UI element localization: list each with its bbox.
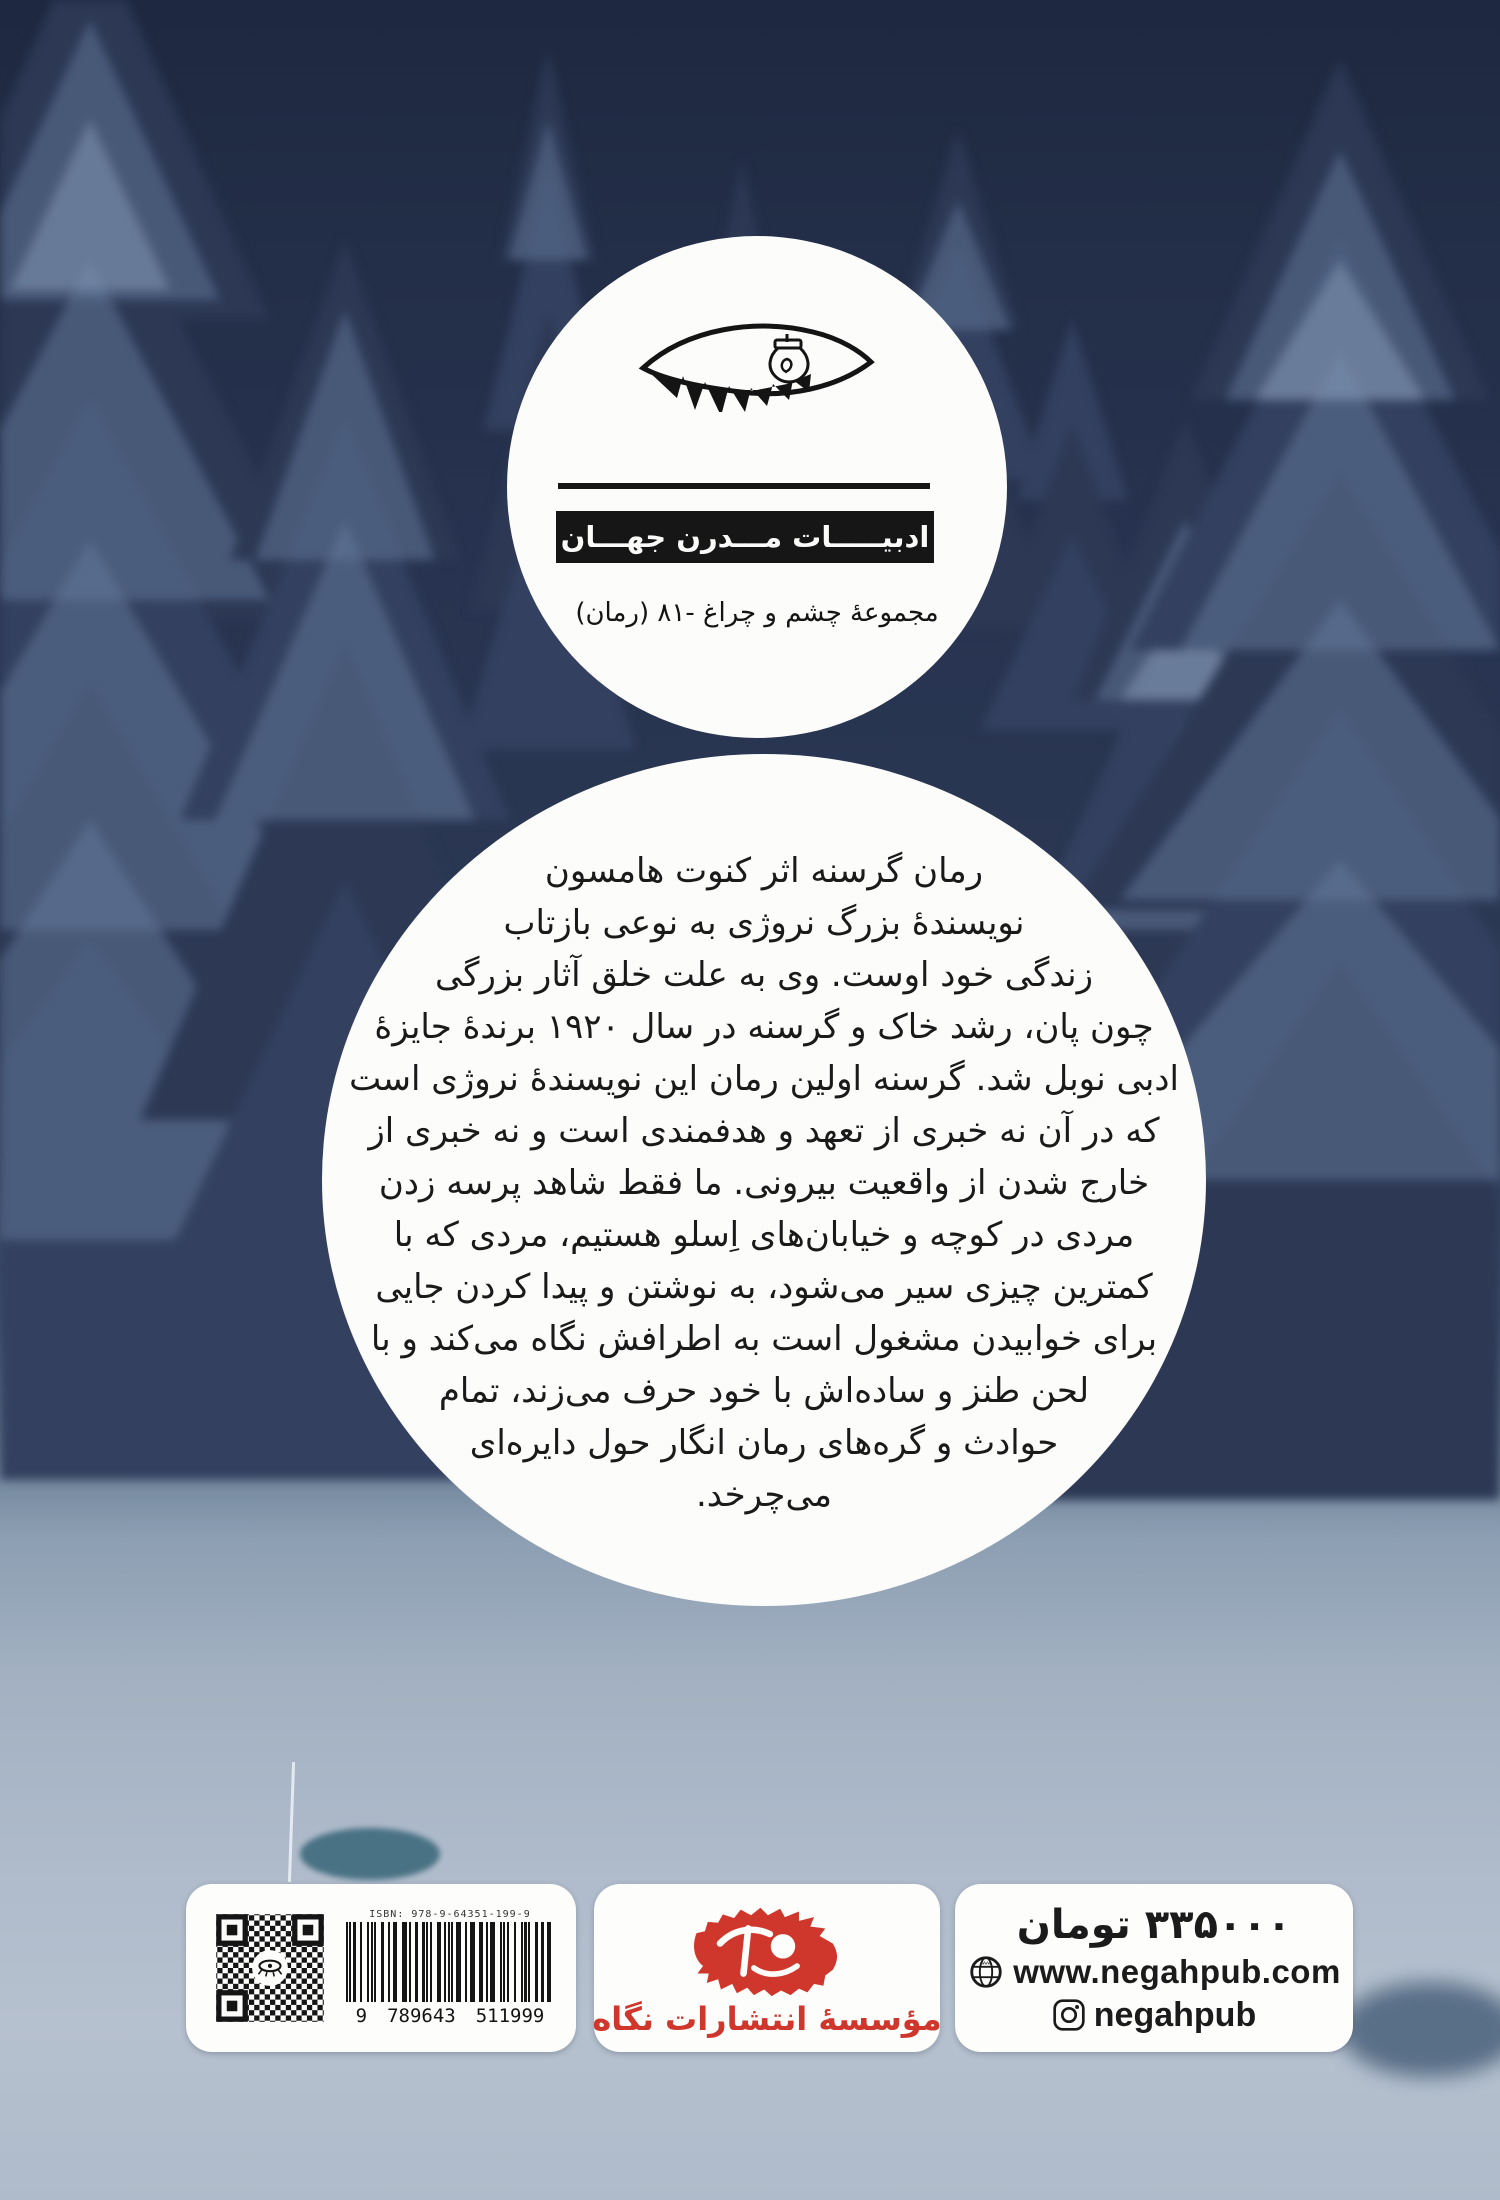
series-title-bar xyxy=(556,511,934,563)
globe-icon xyxy=(967,1953,1005,1991)
series-subtitle: مجموعهٔ چشم و چراغ -۸۱ (رمان) xyxy=(575,598,939,628)
instagram-row xyxy=(1052,1996,1256,2035)
svg-text:www: www xyxy=(981,1959,991,1966)
barcode-digits xyxy=(356,2005,545,2027)
negah-publisher-logo-icon xyxy=(683,1904,851,1998)
isbn-text: ISBN: 978-9-64351-199-9 xyxy=(369,1909,531,1920)
series-title: ادبیـــــات مـــدرن جهـــان xyxy=(560,520,930,554)
synopsis-line: ادبی نوبل شد. گرسنه اولین رمان این نویسندهٔ نروژی است xyxy=(349,1059,1179,1099)
website-url: www.negahpub.com xyxy=(1013,1952,1341,1990)
price-text: ۳۳۵۰۰۰ تومان xyxy=(1016,1901,1292,1948)
synopsis-text xyxy=(322,754,1206,1606)
synopsis-line: لحن طنز و ساده‌اش با خود حرف می‌زند، تمام xyxy=(438,1371,1090,1411)
synopsis-circle xyxy=(322,754,1206,1606)
instagram-handle: negahpub xyxy=(1093,1995,1257,2034)
synopsis-line: برای خوابیدن مشغول است به اطرافش نگاه می‌کند و با xyxy=(370,1319,1158,1359)
synopsis-line: خارج شدن از واقعیت بیرونی. ما فقط شاهد پرسه زدن xyxy=(378,1163,1150,1203)
synopsis-line: می‌چرخد. xyxy=(696,1475,832,1515)
barcode-block xyxy=(342,1909,558,2027)
synopsis-line: زندگی خود اوست. وی به علت خلق آثار بزرگی xyxy=(434,955,1094,995)
instagram-icon xyxy=(1052,1998,1086,2032)
barcode-card xyxy=(186,1884,576,2052)
publisher-name: مؤسسهٔ انتشارات نگاه xyxy=(592,2000,942,2038)
ean-digit-group: 9 xyxy=(355,2005,368,2027)
website-row xyxy=(967,1953,1341,1991)
publisher-card xyxy=(594,1884,940,2052)
synopsis-line: که در آن نه خبری از تعهد و هدفمندی است و نه خبری از xyxy=(368,1111,1160,1151)
qr-code-icon xyxy=(212,1910,328,2026)
synopsis-line: مردی در کوچه و خیابان‌های اِسلو هستیم، مردی که با xyxy=(393,1215,1135,1255)
synopsis-line: حوادث و گره‌های رمان انگار حول دایره‌ای xyxy=(469,1423,1059,1463)
synopsis-line: نویسندهٔ بزرگ نروژی به نوعی بازتاب xyxy=(503,903,1025,943)
barcode-bars xyxy=(346,1922,554,2002)
divider-rule xyxy=(558,483,930,489)
ice-hole xyxy=(300,1828,440,1880)
synopsis-line: چون پان، رشد خاک و گرسنه در سال ۱۹۲۰ برندهٔ جایزهٔ xyxy=(374,1007,1154,1047)
contact-card xyxy=(955,1884,1353,2052)
ean-digit-group: 511999 xyxy=(475,2005,545,2027)
ean-digit-group: 789643 xyxy=(387,2005,456,2027)
eye-lamp-logo-icon xyxy=(637,308,877,412)
synopsis-line: رمان گرسنه اثر کنوت هامسون xyxy=(544,851,984,891)
series-circle xyxy=(507,236,1007,738)
synopsis-line: کمترین چیزی سیر می‌شود، به نوشتن و پیدا کردن جایی xyxy=(375,1267,1153,1307)
